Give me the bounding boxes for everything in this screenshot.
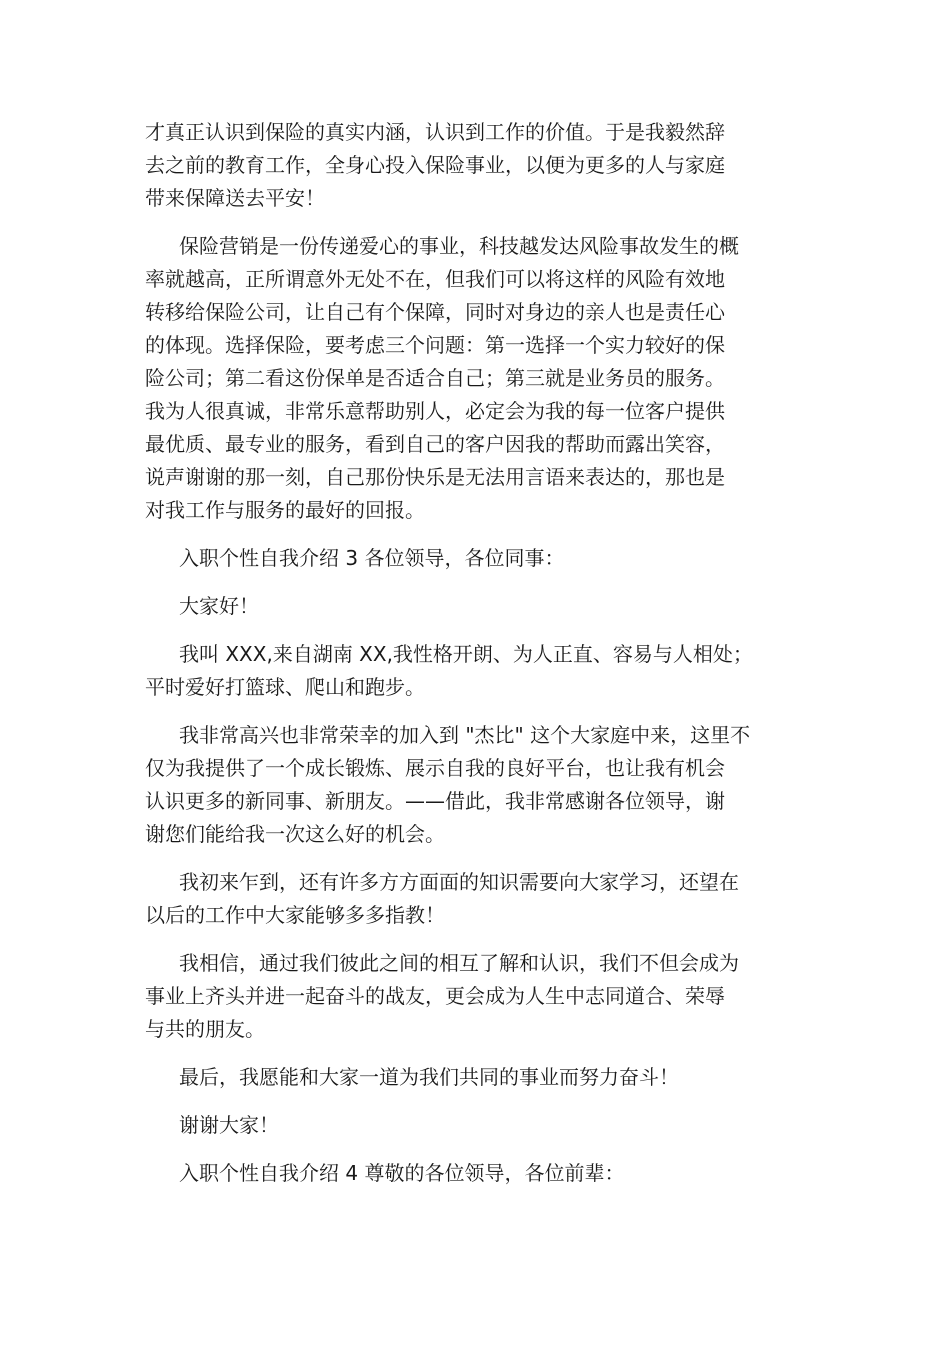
text-line: 才真正认识到保险的真实内涵，认识到工作的价值。于是我毅然辞: [145, 120, 725, 144]
text-line: 最后，我愿能和大家一道为我们共同的事业而努力奋斗！: [179, 1065, 679, 1089]
text-line: 认识更多的新同事、新朋友。——借此，我非常感谢各位领导，谢: [145, 789, 725, 813]
text-line: 最优质、最专业的服务，看到自己的客户因我的帮助而露出笑容，: [145, 432, 725, 456]
section-heading-intro-3: [145, 542, 805, 575]
paragraph-joining: [145, 719, 805, 851]
text-line: 我初来乍到，还有许多方方面面的知识需要向大家学习，还望在: [179, 870, 739, 894]
text-line: 与共的朋友。: [145, 1017, 265, 1041]
paragraph-belief: [145, 947, 805, 1046]
paragraph-self-intro: [145, 638, 805, 704]
paragraph-career-change: [145, 116, 805, 215]
text-line: 对我工作与服务的最好的回报。: [145, 498, 425, 522]
text-line: 率就越高，正所谓意外无处不在，但我们可以将这样的风险有效地: [145, 267, 725, 291]
text-line: 平时爱好打篮球、爬山和跑步。: [145, 675, 425, 699]
text-line: 去之前的教育工作，全身心投入保险事业，以便为更多的人与家庭: [145, 153, 725, 177]
text-line: 我相信，通过我们彼此之间的相互了解和认识，我们不但会成为: [179, 951, 739, 975]
text-line: 带来保障送去平安！: [145, 186, 325, 210]
paragraph-closing: [145, 1061, 805, 1094]
text-line: 谢谢大家！: [179, 1113, 279, 1137]
text-line: 入职个性自我介绍 4 尊敬的各位领导，各位前辈：: [179, 1161, 625, 1185]
text-line: 事业上齐头并进一起奋斗的战友，更会成为人生中志同道合、荣辱: [145, 984, 725, 1008]
text-line: 仅为我提供了一个成长锻炼、展示自我的良好平台，也让我有机会: [145, 756, 725, 780]
text-line: 以后的工作中大家能够多多指教！: [145, 903, 445, 927]
text-line: 我非常高兴也非常荣幸的加入到 "杰比" 这个大家庭中来，这里不: [179, 723, 751, 747]
paragraph-insurance-marketing: [145, 230, 805, 527]
text-line: 入职个性自我介绍 3 各位领导，各位同事：: [179, 546, 565, 570]
text-line: 大家好！: [179, 594, 259, 618]
text-line: 谢您们能给我一次这么好的机会。: [145, 822, 445, 846]
section-heading-intro-4: [145, 1157, 805, 1190]
paragraph-newcomer: [145, 866, 805, 932]
paragraph-thanks: [145, 1109, 805, 1142]
text-line: 转移给保险公司，让自己有个保障，同时对身边的亲人也是责任心: [145, 300, 725, 324]
document-body: [145, 116, 805, 1205]
text-line: 保险营销是一份传递爱心的事业，科技越发达风险事故发生的概: [179, 234, 739, 258]
paragraph-greeting: [145, 590, 805, 623]
text-line: 险公司；第二看这份保单是否适合自己；第三就是业务员的服务。: [145, 366, 725, 390]
text-line: 说声谢谢的那一刻，自己那份快乐是无法用言语来表达的，那也是: [145, 465, 725, 489]
text-line: 我为人很真诚，非常乐意帮助别人，必定会为我的每一位客户提供: [145, 399, 725, 423]
text-line: 我叫 XXX,来自湖南 XX,我性格开朗、为人正直、容易与人相处；: [179, 642, 753, 666]
text-line: 的体现。选择保险，要考虑三个问题：第一选择一个实力较好的保: [145, 333, 725, 357]
